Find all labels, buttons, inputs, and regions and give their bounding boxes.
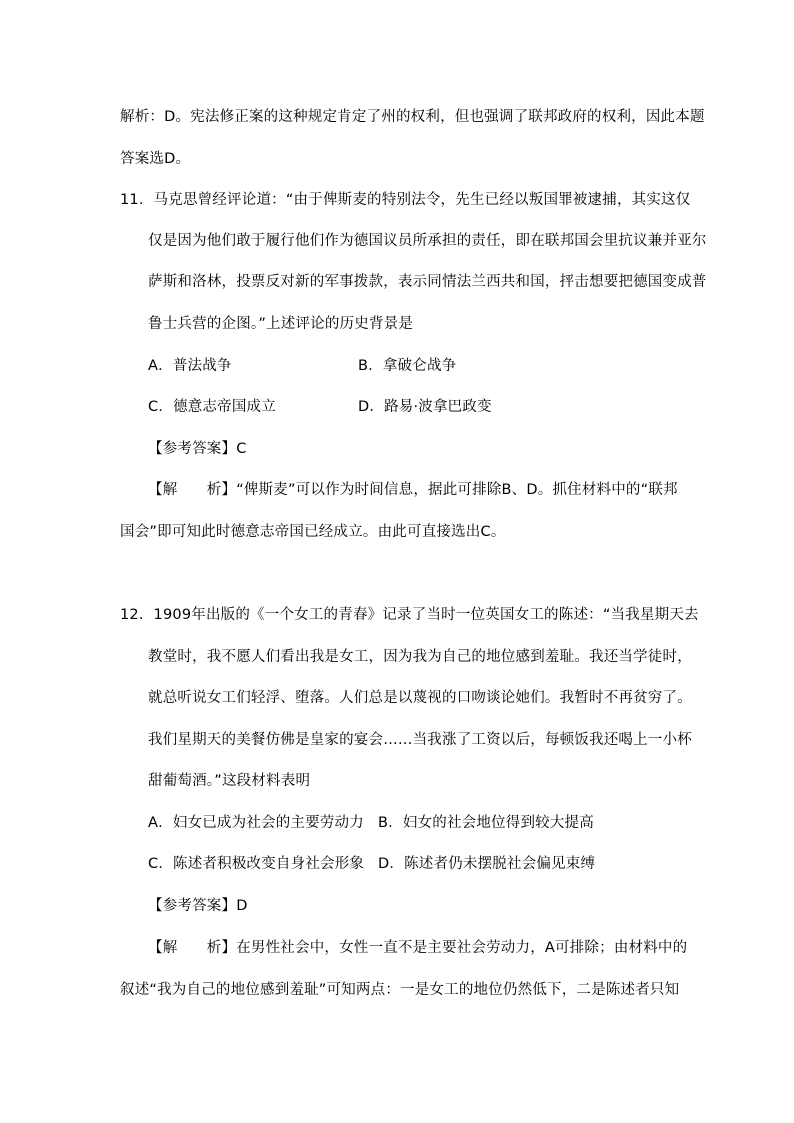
q11-analysis-line-2: 国会”即可知此时德意志帝国已经成立。由此可直接选出C。: [120, 524, 506, 540]
q12-option-b: B．妇女的社会地位得到较大提高: [378, 815, 594, 831]
q11-stem-line-3: 萨斯和洛林，投票反对新的军事拨款，表示同情法兰西共和国，抨击想要把德国变成普: [148, 274, 707, 290]
q12-analysis-line-1: 【解 析】在男性社会中，女性一直不是主要社会劳动力，A可排除；由材料中的: [148, 940, 688, 956]
q12-stem-line-3: 就总听说女工们轻浮、堕落。人们总是以蔑视的口吻谈论她们。我暂时不再贫穷了。: [148, 690, 692, 706]
q11-option-b: B．拿破仑战争: [358, 358, 457, 374]
q11-analysis-line-1: 【解 析】“俾斯麦”可以作为时间信息，据此可排除B、D。抓住材料中的“联邦: [148, 482, 678, 498]
q11-option-d: D．路易·波拿巴政变: [358, 399, 492, 415]
q12-stem-line-1: 12．1909年出版的《一个女工的青春》记录了当时一位英国女工的陈述：“当我星期天去: [120, 607, 699, 623]
q10-analysis-line-2: 答案选D。: [120, 151, 191, 167]
q11-option-a: A．普法战争: [148, 358, 232, 374]
q12-analysis-line-2: 叙述“我为自己的地位感到羞耻”可知两点：一是女工的地位仍然低下，二是陈述者只知: [120, 982, 680, 998]
q12-option-c: C．陈述者积极改变自身社会形象: [148, 856, 365, 872]
q11-stem-line-2: 仅是因为他们敢于履行他们作为德国议员所承担的责任，即在联邦国会里抗议兼并亚尔: [148, 233, 707, 249]
q11-stem-line-4: 鲁士兵营的企图。”上述评论的历史背景是: [148, 316, 414, 332]
q11-answer: 【参考答案】C: [148, 441, 247, 457]
q10-analysis-line-1: 解析：D。宪法修正案的这种规定肯定了州的权利，但也强调了联邦政府的权利，因此本题: [120, 109, 705, 125]
q12-option-d: D．陈述者仍未摆脱社会偏见束缚: [378, 856, 596, 872]
q11-stem-line-1: 11．马克思曾经评论道：“由于俾斯麦的特别法令，先生已经以叛国罪被逮捕，其实这仅: [120, 192, 691, 208]
q12-answer: 【参考答案】D: [148, 898, 248, 914]
q12-stem-line-2: 教堂时，我不愿人们看出我是女工，因为我为自己的地位感到羞耻。我还当学徒时，: [148, 649, 692, 665]
q12-stem-line-4: 我们星期天的美餐仿佛是皇家的宴会……当我涨了工资以后，每顿饭我还喝上一小杯: [148, 732, 692, 748]
q12-stem-line-5: 甜葡萄酒。”这段材料表明: [148, 773, 311, 789]
q12-option-a: A．妇女已成为社会的主要劳动力: [148, 815, 364, 831]
q11-option-c: C．德意志帝国成立: [148, 399, 276, 415]
